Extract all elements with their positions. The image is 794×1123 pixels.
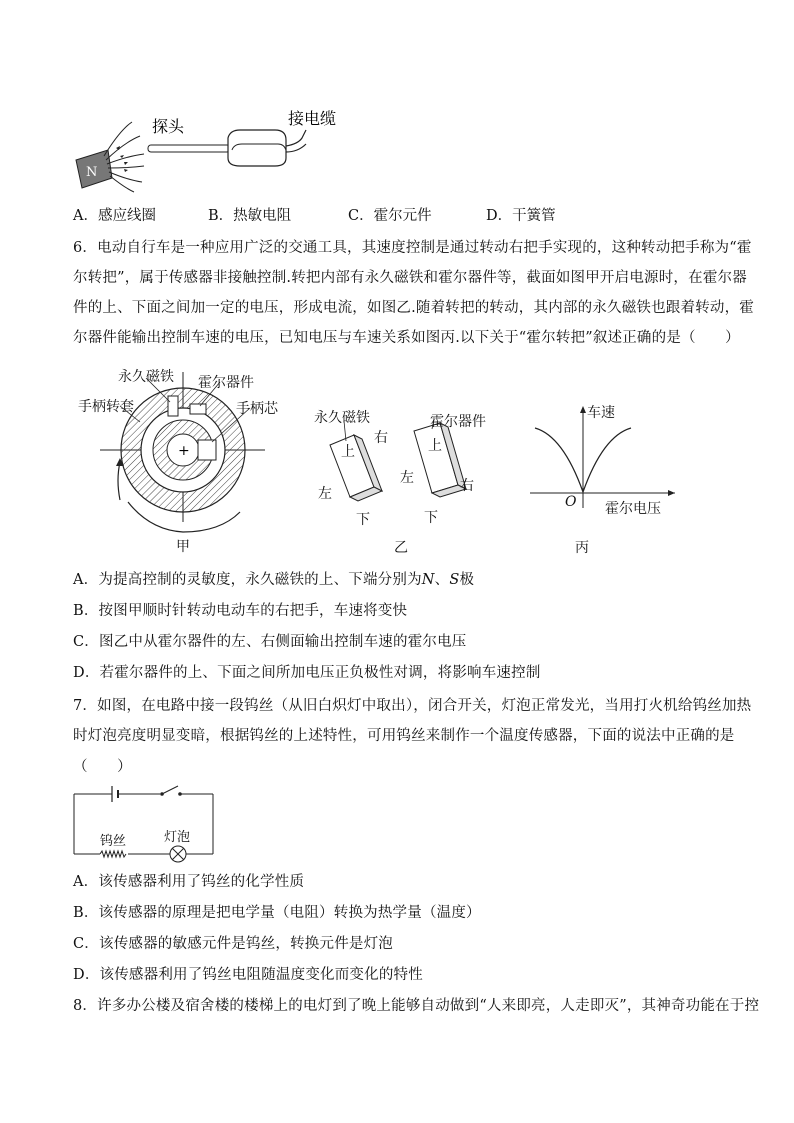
yi-hall-up: 上 [428, 438, 442, 454]
q6-option-b: B．按图甲顺时针转动电动车的右把手，车速将变快 [73, 603, 408, 619]
bing-y-label: 车速 [587, 405, 615, 421]
circuit-wire-label: 钨丝 [100, 834, 127, 849]
jia-label-hall: 霍尔器件 [198, 375, 254, 391]
jia-label-core: 手柄芯 [236, 401, 278, 417]
q6-option-d: D．若霍尔器件的上、下面之间所加电压正负极性对调，将影响车速控制 [73, 665, 541, 681]
pole-s: S [449, 572, 460, 588]
probe-diagram [70, 100, 360, 195]
q7-line-3: （ ） [73, 759, 132, 775]
figure-yi [308, 405, 508, 555]
q7-line-1: 7．如图，在电路中接一段钨丝（从旧白炽灯中取出），闭合开关，灯泡正常发光，当用打火机给钨丝加热 [73, 698, 752, 714]
yi-magnet-right: 右 [374, 430, 388, 446]
circuit-bulb-label: 灯泡 [164, 830, 191, 845]
pole-n: N [421, 572, 435, 588]
circuit-diagram [70, 782, 220, 864]
magnet-pole-label: N [86, 165, 98, 180]
q8-line-1: 8．许多办公楼及宿舍楼的楼梯上的电灯到了晚上能够自动做到“人来即亮，人走即灭”，其神奇功能在于控 [73, 998, 760, 1014]
q7-line-2: 时灯泡亮度明显变暗，根据钨丝的上述特性，可用钨丝来制作一个温度传感器，下面的说法中正确的是 [73, 728, 735, 744]
yi-hall-left: 左 [400, 470, 414, 486]
yi-caption: 乙 [394, 540, 408, 556]
figure-bing [525, 398, 695, 554]
q7-option-a: A．该传感器利用了钨丝的化学性质 [73, 874, 305, 890]
jia-label-magnet: 永久磁铁 [118, 369, 174, 385]
bing-caption: 丙 [575, 540, 589, 556]
yi-magnet-left: 左 [318, 486, 332, 502]
q6-line-1: 6．电动自行车是一种应用广泛的交通工具，其速度控制是通过转动右把手实现的，这种转动把手称为“霍 [73, 240, 752, 256]
figure-probe [70, 100, 360, 195]
q7-option-d: D．该传感器利用了钨丝电阻随温度变化而变化的特性 [73, 967, 423, 983]
q7-option-c: C．该传感器的敏感元件是钨丝，转换元件是灯泡 [73, 936, 393, 952]
q5-option-c: C．霍尔元件 [348, 208, 432, 224]
yi-hall-right: 右 [460, 478, 474, 494]
yi-label-magnet: 永久磁铁 [314, 410, 370, 426]
q5-option-b: B．热敏电阻 [208, 208, 292, 224]
q6-option-c: C．图乙中从霍尔器件的左、右侧面输出控制车速的霍尔电压 [73, 634, 467, 650]
q6-line-3: 件的上、下面之间加一定的电压，形成电流，如图乙.随着转把的转动，其内部的永久磁铁也跟着转动，霍 [73, 300, 755, 316]
q7-option-b: B．该传感器的原理是把电学量（电阻）转换为热学量（温度） [73, 905, 481, 921]
q6-option-a-text: A．为提高控制的灵敏度，永久磁铁的上、下端分别为 [73, 572, 422, 588]
jia-label-sleeve: 手柄转套 [78, 399, 134, 415]
figure-jia [70, 362, 300, 554]
q6-line-4: 尔器件能输出控制车速的电压，已知电压与车速关系如图丙.以下关于“霍尔转把”叙述正确的是（ ） [73, 330, 740, 346]
q5-option-a: A．感应线圈 [73, 208, 156, 224]
probe-label: 探头 [152, 117, 185, 136]
pole-separator: 、 [434, 572, 450, 588]
bing-origin: O [565, 494, 577, 510]
bing-x-label: 霍尔电压 [605, 501, 661, 517]
q6-line-2: 尔转把”，属于传感器非接触控制.转把内部有永久磁铁和霍尔器件等，截面如图甲开启电源时，在霍尔器 [73, 270, 747, 286]
cable-label: 接电缆 [288, 109, 337, 128]
figure-circuit [70, 782, 220, 864]
yi-hall-down: 下 [424, 510, 438, 526]
svg-text:+: + [178, 443, 190, 459]
pole-tail: 极 [459, 572, 475, 588]
jia-caption: 甲 [176, 539, 190, 555]
yi-magnet-down: 下 [356, 512, 370, 528]
yi-label-hall: 霍尔器件 [430, 414, 486, 430]
q6-option-a [73, 570, 474, 590]
hall-grip-cross-section [70, 362, 300, 554]
q5-option-d: D．干簧管 [486, 208, 556, 224]
yi-magnet-up: 上 [341, 444, 355, 460]
